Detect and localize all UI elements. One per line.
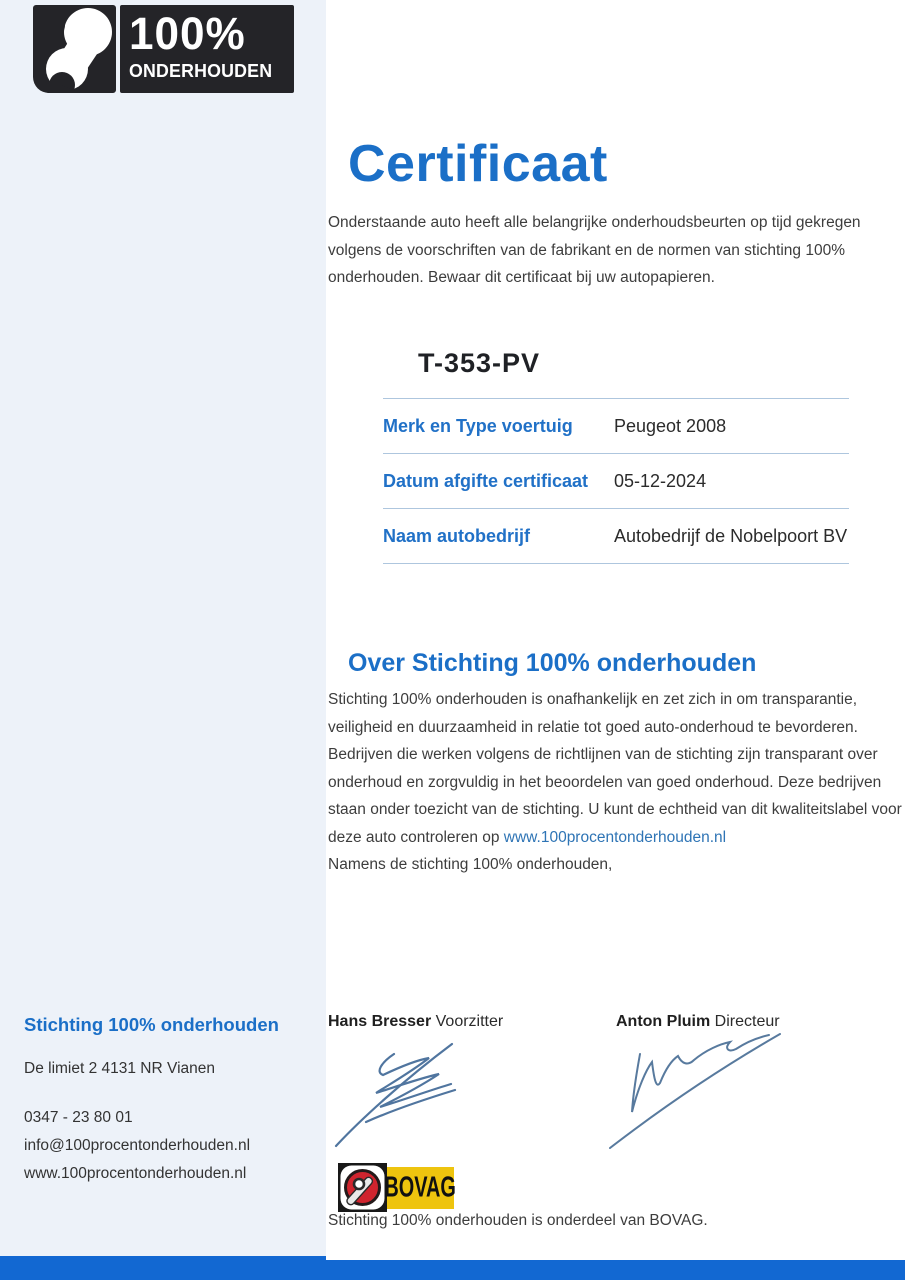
website-link[interactable]: www.100procentonderhouden.nl xyxy=(24,1165,247,1182)
row-value: Peugeot 2008 xyxy=(614,415,727,436)
signer-name: Hans Bresser xyxy=(328,1013,432,1030)
wrench-icon xyxy=(33,5,116,93)
logo-percent-text: 100% xyxy=(129,8,246,59)
contact-block xyxy=(24,1014,314,1183)
about-text: Stichting 100% onderhouden is onafhankelijk en zet zich in om transparantie, veiligheid en duurzaamheid in relatie tot goed auto-onderhoud te bevorderen. Bedrijven die werken volgens de richtlijnen van de stichting zijn transparant over onderhoud en zorgvuldig in het beoordelen van goed onderhoud. Deze bedrijven staan onder toezicht van de stichting. U kunt de echtheid van dit kwaliteitslabel voor deze auto controleren op xyxy=(328,691,902,846)
bovag-wordmark: BOVAG xyxy=(387,1167,454,1209)
signature-caption-voorzitter xyxy=(328,1013,503,1031)
row-value: 05-12-2024 xyxy=(614,470,707,491)
bovag-icon xyxy=(338,1163,387,1212)
row-label: Merk en Type voertuig xyxy=(383,415,573,436)
table-row xyxy=(383,453,849,508)
verification-link[interactable]: www.100procentonderhouden.nl xyxy=(503,828,727,846)
row-label: Datum afgifte certificaat xyxy=(383,470,589,491)
row-value: Autobedrijf de Nobelpoort BV xyxy=(614,525,848,546)
organization-name: Stichting 100% onderhouden xyxy=(24,1014,279,1035)
stichting-100-logo xyxy=(33,5,294,93)
about-heading: Over Stichting 100% onderhouden xyxy=(348,649,757,677)
bovag-note: Stichting 100% onderhouden is onderdeel van BOVAG. xyxy=(328,1212,708,1229)
sidebar xyxy=(0,0,326,1280)
license-plate: T-353-PV xyxy=(418,348,541,378)
phone-number: 0347 - 23 80 01 xyxy=(24,1109,133,1126)
certificate-content xyxy=(326,0,905,1280)
intro-paragraph: Onderstaande auto heeft alle belangrijke onderhoudsbeurten op tijd gekregen volgens de voorschriften van de fabrikant en de normen van stichting 100% onderhouden. Bewaar dit certificaat bij uw autopapieren. xyxy=(328,214,861,286)
bottom-accent-bar xyxy=(326,1260,905,1280)
bovag-logo xyxy=(338,1163,457,1212)
anton-pluim-signature-image xyxy=(602,1026,788,1152)
address-line: De limiet 2 4131 NR Vianen xyxy=(24,1060,215,1077)
details-table xyxy=(383,398,849,564)
hans-bresser-signature-image xyxy=(332,1032,482,1150)
signer-role: Voorzitter xyxy=(435,1013,504,1030)
bottom-accent-bar xyxy=(0,1256,326,1280)
about-paragraph xyxy=(328,686,905,879)
email-link[interactable]: info@100procentonderhouden.nl xyxy=(24,1137,251,1154)
table-row xyxy=(383,398,849,453)
logo-text-block xyxy=(120,5,294,93)
page-title: Certificaat xyxy=(348,135,608,193)
about-closing-line: Namens de stichting 100% onderhouden, xyxy=(328,856,613,873)
signer-name: Anton Pluim xyxy=(616,1013,711,1030)
row-label: Naam autobedrijf xyxy=(383,525,531,546)
logo-subtitle-text: ONDERHOUDEN xyxy=(129,60,273,81)
table-row xyxy=(383,508,849,563)
signer-role: Directeur xyxy=(714,1013,780,1030)
